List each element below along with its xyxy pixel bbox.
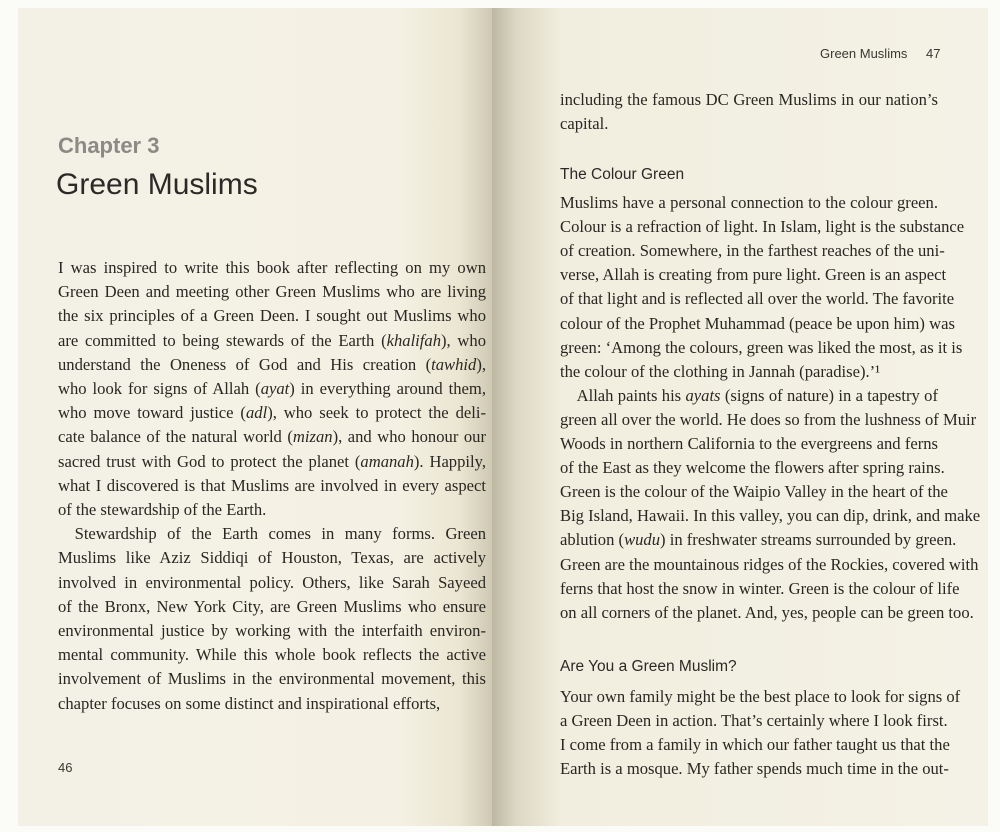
text-span: ), who seek to protect the deli-: [267, 403, 486, 423]
italic-term: mizan: [292, 427, 333, 447]
text-span: Colour is a refraction of light. In Islam, light is the substance: [560, 217, 965, 237]
text-line: [560, 578, 960, 599]
text-line: [560, 602, 974, 623]
text-span: sacred trust with God to protect the planet (: [58, 451, 361, 471]
text-span: what I discovered is that Muslims are involved in every aspect: [58, 475, 486, 495]
text-span: Allah paints his: [560, 385, 686, 405]
italic-term: khalifah: [386, 330, 441, 350]
running-head: Green Muslims: [820, 46, 908, 61]
text-span: Stewardship of the Earth comes in many forms. Green: [58, 524, 486, 544]
text-line: [58, 452, 486, 472]
text-span: Green is the colour of the Waipio Valley in the heart of the: [560, 482, 948, 502]
text-span: involvement of Muslims in the environmental movement, this: [58, 669, 486, 689]
text-line: [560, 386, 938, 406]
text-line: [58, 306, 486, 326]
text-span: Big Island, Hawaii. In this valley, you can dip, drink, and make: [560, 506, 981, 526]
left-page: [18, 8, 492, 826]
text-span: mental community. While this whole book reflects the active: [58, 645, 486, 665]
text-line: [58, 403, 486, 423]
italic-term: ayat: [260, 379, 290, 398]
text-line: [58, 355, 486, 375]
text-line: [560, 313, 955, 334]
text-line: [560, 362, 938, 382]
text-span: of creation. Somewhere, in the farthest reaches of the uni-: [560, 241, 945, 261]
text-line: [58, 548, 486, 568]
text-span: understand the Oneness of God and His creation (: [58, 354, 432, 374]
text-line: [58, 621, 486, 641]
text-span: including the famous DC Green Muslims in our nation’s: [560, 90, 938, 109]
right-page: [492, 8, 988, 826]
text-line: [58, 379, 486, 399]
text-span: I was inspired to write this book after reflecting on my own: [58, 258, 486, 277]
text-span: environmental justice by working with the interfaith environ-: [58, 621, 486, 640]
text-line: [560, 458, 945, 478]
text-span: the colour of the clothing in Jannah (paradise).’¹: [560, 361, 881, 381]
section-heading-colour-green: The Colour Green: [560, 166, 685, 183]
text-span: green all over the world. He does so from the lushness of Muir: [560, 409, 977, 429]
text-line: [560, 735, 950, 755]
text-span: Muslims have a personal connection to the colour green.: [560, 193, 938, 212]
text-line: [560, 217, 965, 237]
text-line: [560, 265, 947, 285]
text-line: [560, 506, 981, 526]
text-line: [58, 476, 486, 496]
text-span: I come from a family in which our father taught us that the: [560, 735, 950, 755]
italic-term: ayats: [685, 385, 721, 405]
chapter-title: Green Muslims: [56, 168, 258, 201]
text-span: chapter focuses on some distinct and inspirational efforts,: [58, 693, 441, 713]
text-span: ),: [476, 354, 486, 374]
text-span: ). Happily,: [413, 451, 486, 471]
text-span: a Green Deen in action. That’s certainly where I look first.: [560, 711, 948, 731]
text-line: [58, 645, 486, 665]
text-span: colour of the Prophet Muhammad (peace be upon him) was: [560, 313, 955, 333]
text-span: green: ‘Among the colours, green was liked the most, as it is: [560, 337, 963, 357]
text-span: of the stewardship of the Earth.: [58, 500, 267, 519]
text-span: Muslims like Aziz Siddiqi of Houston, Texas, are actively: [58, 548, 486, 568]
text-span: ) in everything around them,: [289, 379, 486, 398]
italic-term: tawhid: [431, 354, 477, 374]
text-span: Green Deen and meeting other Green Muslims who are living: [58, 282, 486, 302]
text-span: cate balance of the natural world (: [58, 427, 293, 447]
text-line: [58, 524, 486, 544]
text-line: [560, 711, 948, 731]
text-span: of that light and is reflected all over the world. The favorite: [560, 289, 955, 309]
text-line: [58, 669, 486, 689]
text-line: [560, 241, 945, 261]
page-number-left: 46: [58, 760, 73, 775]
text-span: of the Bronx, New York City, are Green Muslims who ensure: [58, 596, 486, 616]
text-span: Green are the mountainous ridges of the Rockies, covered with: [560, 554, 979, 574]
text-line: [560, 337, 963, 358]
text-line: [560, 114, 938, 134]
text-line: [58, 694, 486, 714]
text-span: the six principles of a Green Deen. I sought out Muslims who: [58, 306, 486, 326]
text-line: [560, 530, 957, 550]
text-line: [58, 427, 486, 447]
text-span: who look for signs of Allah (: [58, 379, 261, 398]
text-span: who move toward justice (: [58, 403, 246, 423]
text-line: [58, 573, 486, 593]
text-span: are committed to being stewards of the Earth (: [58, 330, 387, 350]
text-span: Your own family might be the best place to look for signs of: [560, 687, 961, 706]
text-line: [58, 500, 486, 520]
text-span: involved in environmental policy. Others, like Sarah Sayeed: [58, 572, 486, 592]
text-line: [560, 434, 938, 454]
text-line: [560, 687, 961, 707]
text-line: [58, 331, 486, 351]
section-heading-green-muslim: Are You a Green Muslim?: [560, 658, 737, 675]
text-line: [560, 90, 938, 110]
text-line: [58, 282, 486, 302]
text-span: verse, Allah is creating from pure light. Green is an aspect: [560, 265, 947, 285]
text-line: [560, 409, 977, 430]
text-span: of the East as they welcome the flowers after spring rains.: [560, 458, 945, 478]
text-span: ), who: [441, 330, 486, 350]
text-span: ferns that host the snow in winter. Green is the colour of life: [560, 578, 960, 598]
chapter-label: Chapter 3: [58, 133, 160, 158]
text-span: ) in freshwater streams surrounded by green.: [660, 530, 957, 550]
page-number-right: 47: [926, 46, 941, 61]
text-span: ), and who honour our: [332, 427, 486, 447]
text-line: [560, 759, 949, 779]
text-span: Woods in northern California to the evergreens and ferns: [560, 434, 938, 453]
text-span: on all corners of the planet. And, yes, people can be green too.: [560, 602, 974, 622]
text-span: Earth is a mosque. My father spends much time in the out-: [560, 759, 949, 779]
text-line: [58, 258, 486, 278]
text-span: ablution (: [560, 530, 625, 550]
text-line: [560, 554, 979, 575]
italic-term: amanah: [360, 451, 414, 471]
text-line: [560, 482, 948, 502]
italic-term: adl: [245, 403, 268, 423]
text-line: [560, 289, 955, 309]
text-line: [58, 597, 486, 617]
text-span: capital.: [560, 114, 609, 134]
text-span: (signs of nature) in a tapestry of: [720, 385, 938, 405]
text-line: [560, 193, 938, 213]
italic-term: wudu: [624, 530, 661, 550]
